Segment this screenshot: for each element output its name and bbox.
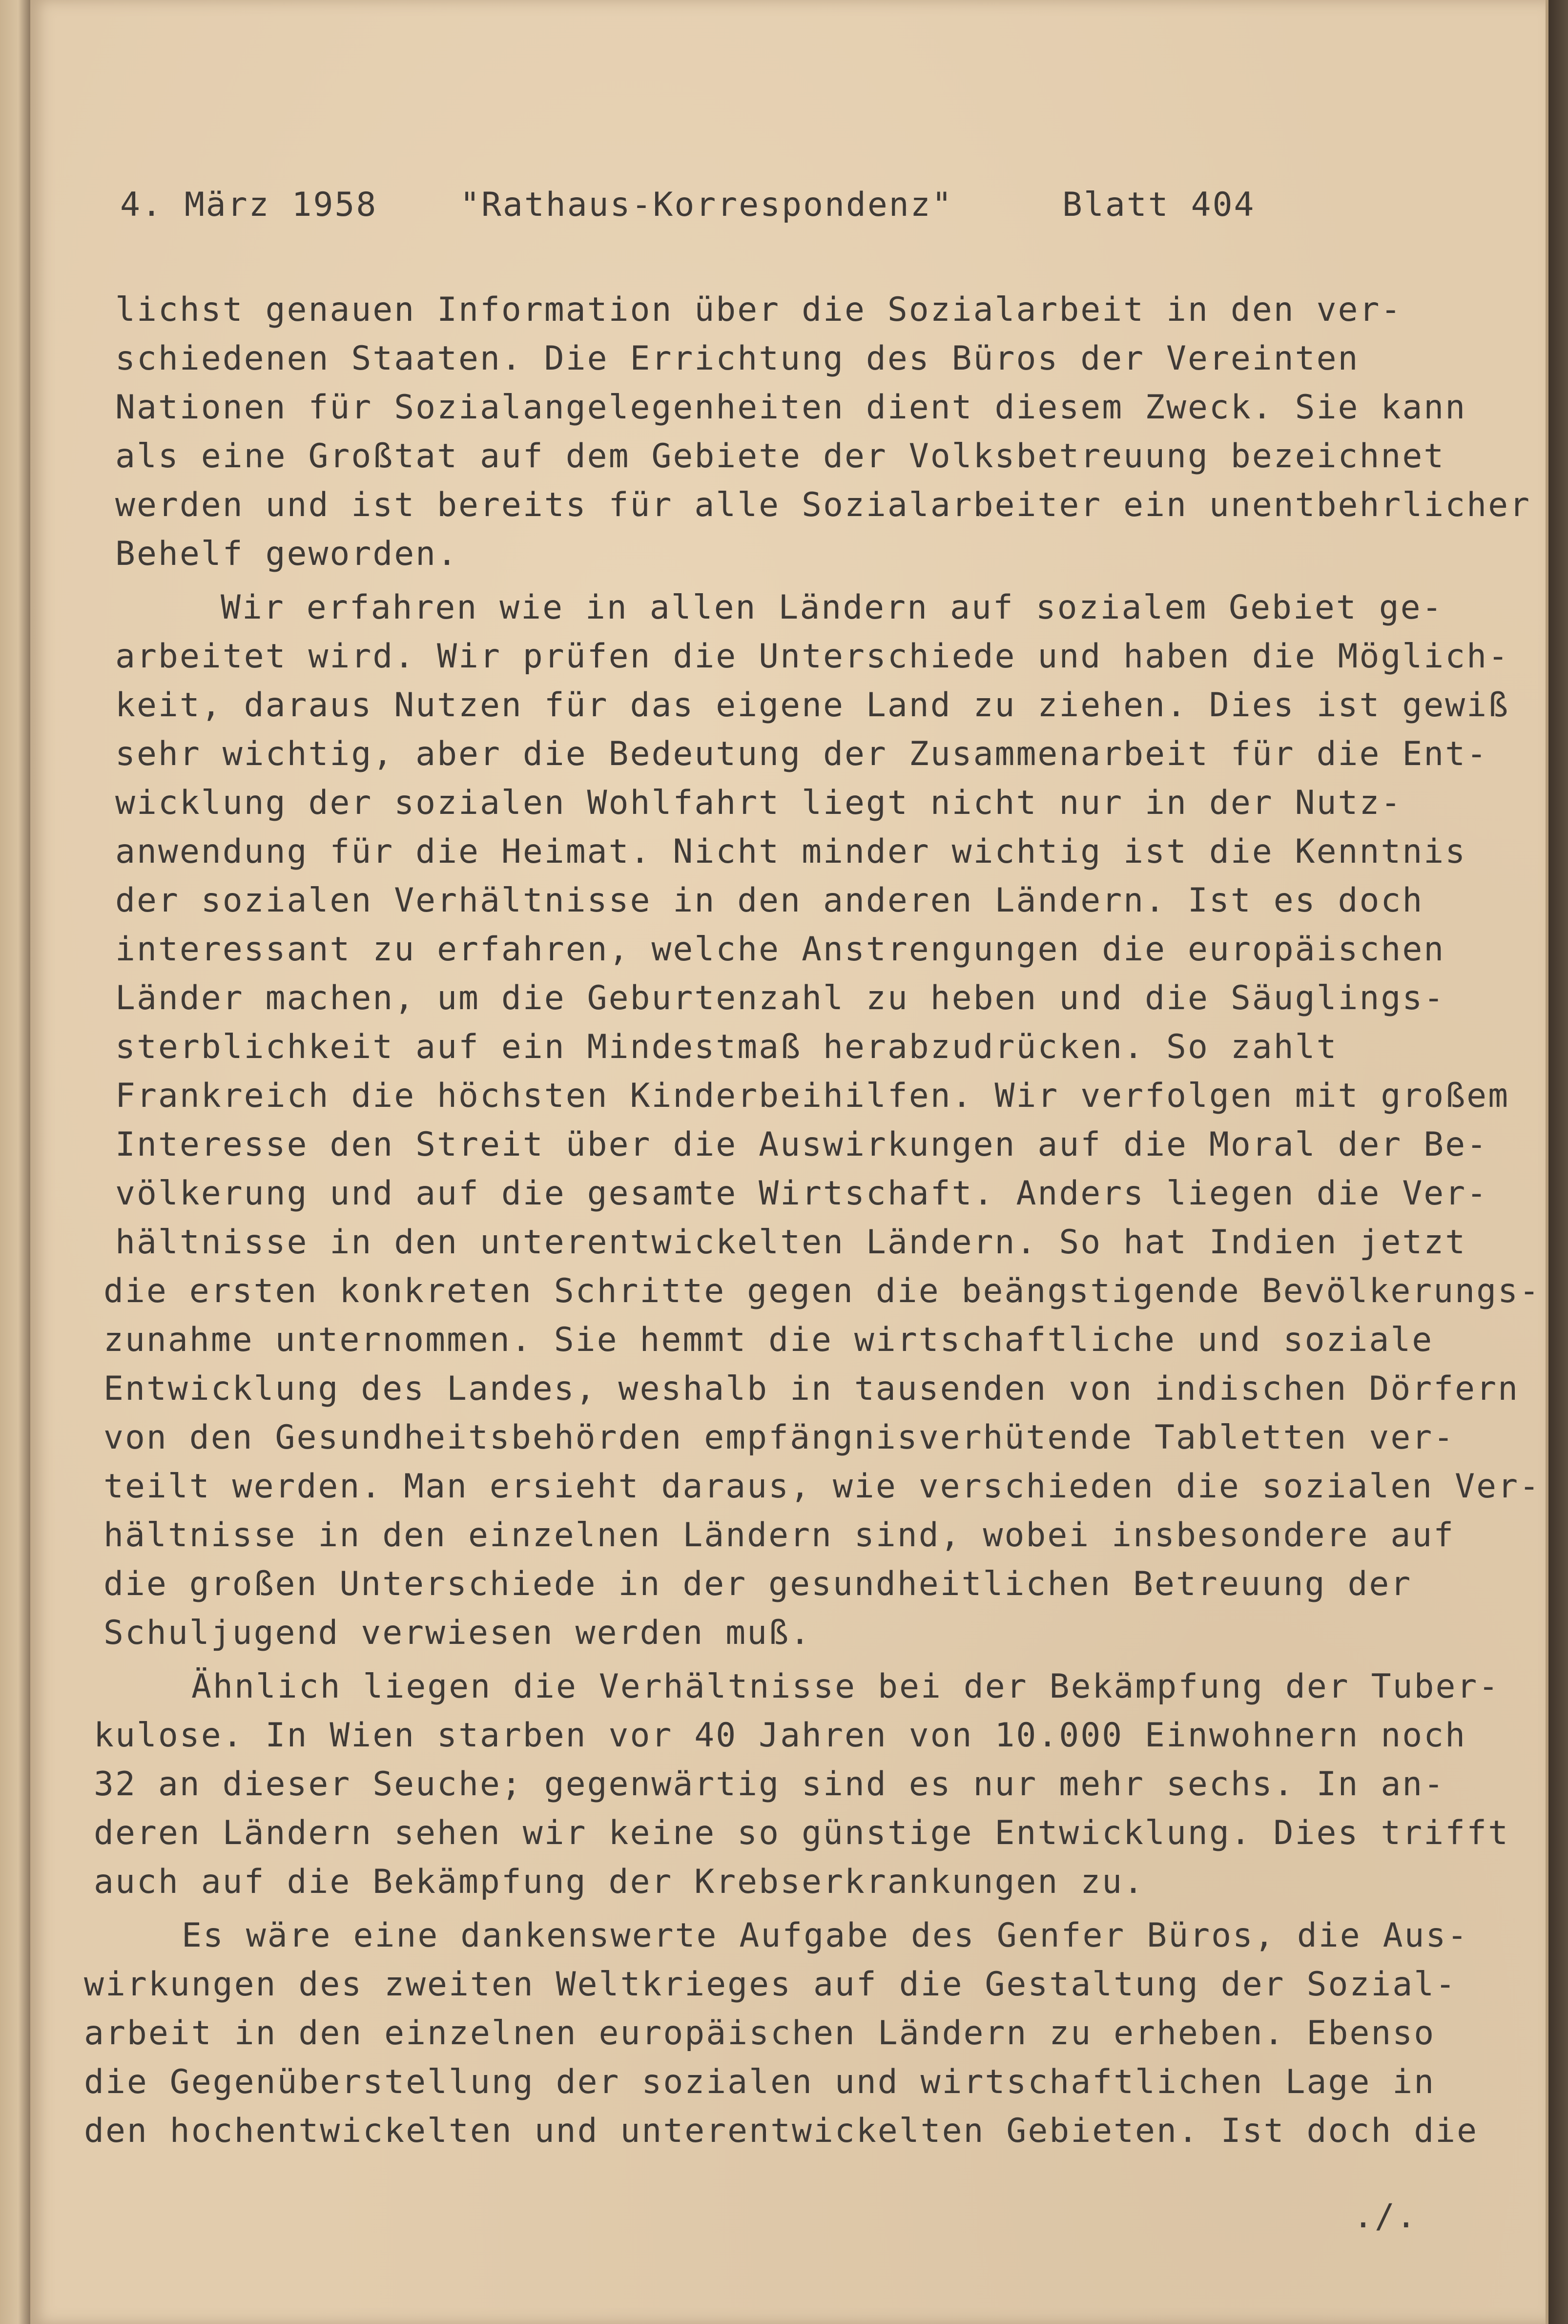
text-line: lichst genauen Information über die Sozialarbeit in den ver- bbox=[115, 290, 1403, 329]
text-line: Wir erfahren wie in allen Ländern auf sozialem Gebiet ge- bbox=[221, 588, 1444, 627]
text-line: Länder machen, um die Geburtenzahl zu heben und die Säuglings- bbox=[115, 979, 1445, 1017]
text-line: Interesse den Streit über die Auswirkungen auf die Moral der Be- bbox=[115, 1125, 1488, 1164]
continuation-mark: ./. bbox=[1353, 2197, 1418, 2236]
text-line: Entwicklung des Landes, weshalb in tausenden von indischen Dörfern bbox=[103, 1370, 1520, 1408]
text-line: sehr wichtig, aber die Bedeutung der Zusammenarbeit für die Ent- bbox=[115, 735, 1488, 773]
text-line: die Gegenüberstellung der sozialen und wirtschaftlichen Lage in bbox=[84, 2063, 1436, 2101]
text-line: wirkungen des zweiten Weltkrieges auf die Gestaltung der Sozial- bbox=[84, 1965, 1457, 2004]
text-line: 32 an dieser Seuche; gegenwärtig sind es nur mehr sechs. In an- bbox=[94, 1765, 1445, 1804]
header-sheet-number: Blatt 404 bbox=[1062, 186, 1256, 224]
header-title: "Rathaus-Korrespondenz" bbox=[460, 186, 953, 224]
text-line: wicklung der sozialen Wohlfahrt liegt nicht nur in der Nutz- bbox=[115, 784, 1403, 822]
text-line: als eine Großtat auf dem Gebiete der Volksbetreuung bezeichnet bbox=[115, 437, 1445, 476]
text-line: die großen Unterschiede in der gesundheitlichen Betreuung der bbox=[103, 1565, 1412, 1603]
text-line: auch auf die Bekämpfung der Krebserkrankungen zu. bbox=[94, 1863, 1145, 1901]
text-line: zunahme unternommen. Sie hemmt die wirtschaftliche und soziale bbox=[103, 1321, 1434, 1359]
text-line: sterblichkeit auf ein Mindestmaß herabzudrücken. So zahlt bbox=[115, 1028, 1338, 1066]
text-line: Nationen für Sozialangelegenheiten dient diesem Zweck. Sie kann bbox=[115, 388, 1467, 427]
text-line: teilt werden. Man ersieht daraus, wie verschieden die sozialen Ver- bbox=[103, 1467, 1541, 1506]
text-line: die ersten konkreten Schritte gegen die beängstigende Bevölkerungs- bbox=[103, 1272, 1541, 1310]
text-line: arbeitet wird. Wir prüfen die Unterschiede und haben die Möglich- bbox=[115, 637, 1510, 676]
text-line: anwendung für die Heimat. Nicht minder wichtig ist die Kenntnis bbox=[115, 832, 1467, 871]
text-line: völkerung und auf die gesamte Wirtschaft. Anders liegen die Ver- bbox=[115, 1174, 1488, 1213]
text-line: schiedenen Staaten. Die Errichtung des Büros der Vereinten bbox=[115, 339, 1360, 378]
text-line: interessant zu erfahren, welche Anstrengungen die europäischen bbox=[115, 930, 1445, 969]
text-line: von den Gesundheitsbehörden empfängnisverhütende Tabletten ver- bbox=[103, 1418, 1455, 1457]
text-line: Frankreich die höchsten Kinderbeihilfen. Wir verfolgen mit großem bbox=[115, 1077, 1510, 1115]
text-line: Es wäre eine dankenswerte Aufgabe des Genfer Büros, die Aus- bbox=[182, 1916, 1469, 1955]
previous-page-edge bbox=[0, 0, 30, 2324]
header-date: 4. März 1958 bbox=[120, 186, 378, 224]
text-line: Ähnlich liegen die Verhältnisse bei der Bekämpfung der Tuber- bbox=[191, 1667, 1500, 1706]
body-text bbox=[30, 288, 1546, 2150]
text-line: Schuljugend verwiesen werden muß. bbox=[103, 1614, 812, 1652]
text-line: keit, daraus Nutzen für das eigene Land zu ziehen. Dies ist gewiß bbox=[115, 686, 1510, 725]
text-line: der sozialen Verhältnisse in den anderen Ländern. Ist es doch bbox=[115, 881, 1424, 920]
text-line: hältnisse in den unterentwickelten Ländern. So hat Indien jetzt bbox=[115, 1223, 1467, 1262]
text-line: hältnisse in den einzelnen Ländern sind, wobei insbesondere auf bbox=[103, 1516, 1455, 1555]
text-line: arbeit in den einzelnen europäischen Ländern zu erheben. Ebenso bbox=[84, 2014, 1436, 2053]
text-line: Behelf geworden. bbox=[115, 535, 459, 573]
typewritten-page bbox=[30, 0, 1548, 2324]
page-header bbox=[30, 186, 1546, 229]
scan-background-edge bbox=[1548, 0, 1568, 2324]
text-line: den hochentwickelten und unterentwickelten Gebieten. Ist doch die bbox=[84, 2112, 1479, 2150]
text-line: deren Ländern sehen wir keine so günstige Entwicklung. Dies trifft bbox=[94, 1814, 1510, 1852]
text-line: werden und ist bereits für alle Sozialarbeiter ein unentbehrlicher bbox=[115, 486, 1531, 524]
text-line: kulose. In Wien starben vor 40 Jahren von 10.000 Einwohnern noch bbox=[94, 1716, 1467, 1755]
